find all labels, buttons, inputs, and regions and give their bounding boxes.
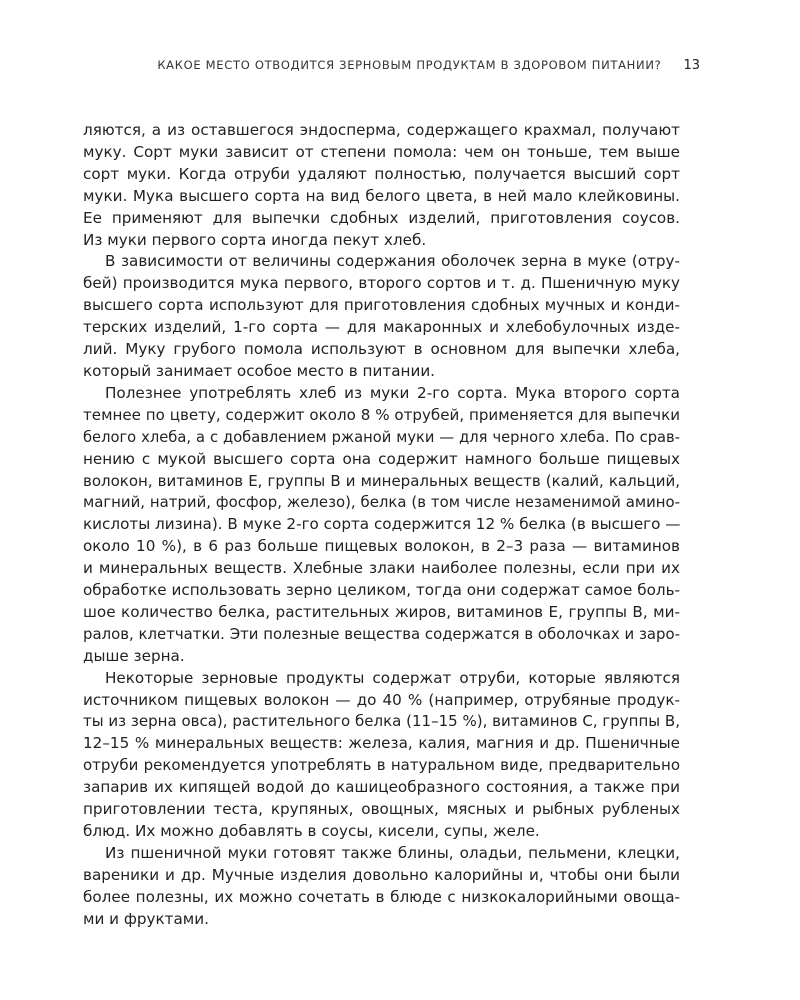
text-line: бей) производится мука первого, второго сортов и т. д. Пшеничную муку <box>83 274 680 293</box>
text-line: блюд. Их можно добавлять в соусы, кисели, супы, желе. <box>83 822 540 840</box>
text-line: темнее по цвету, содержит около 8 % отрубей, применяется для выпечки <box>83 405 680 424</box>
text-line: около 10 %), в 6 раз больше пищевых волокон, в 2–3 раза — витаминов <box>83 537 680 556</box>
text-line: терских изделий, 1-го сорта — для макаронных и хлебобулочных изде- <box>83 318 680 337</box>
text-line: Из муки первого сорта иногда пекут хлеб. <box>83 230 427 249</box>
text-line: сорт муки. Когда отруби удаляют полностью, получается высший сорт <box>83 164 680 183</box>
text-line: ми и фруктами. <box>83 909 209 928</box>
text-line: отруби рекомендуется употреблять в натуральном виде, предварительно <box>83 756 680 775</box>
text-line: кислоты лизина). В муке 2-го сорта содержится 12 % белка (в высшего — <box>83 515 681 534</box>
page-header <box>150 58 700 73</box>
text-line: муку. Сорт муки зависит от степени помола: чем он тоньше, тем выше <box>83 142 680 161</box>
text-line: дыше зерна. <box>83 646 185 665</box>
text-line: ты из зерна овса), растительного белка (11–15 %), витаминов C, группы B, <box>83 712 680 731</box>
text-line: Некоторые зерновые продукты содержат отруби, которые являются <box>105 668 680 687</box>
text-line: более полезны, их можно сочетать в блюде с низкокалорийными овоща- <box>83 887 680 906</box>
text-line: Ее применяют для выпечки сдобных изделий, приготовления соусов. <box>83 208 680 227</box>
body-text <box>83 120 680 931</box>
text-line: источником пищевых волокон — до 40 % (например, отрубяные продук- <box>83 690 680 709</box>
text-line: магний, натрий, фосфор, железо), белка (в том числе незаменимой амино- <box>83 493 680 512</box>
text-line: вареники и др. Мучные изделия довольно калорийны и, чтобы они были <box>83 865 680 884</box>
text-line: 12–15 % минеральных веществ: железа, калия, магния и др. Пшеничные <box>83 734 680 753</box>
running-head: КАКОЕ МЕСТО ОТВОДИТСЯ ЗЕРНОВЫМ ПРОДУКТАМ В ЗДОРОВОМ ПИТАНИИ? <box>157 58 662 72</box>
text-line: волокон, витаминов E, группы B и минеральных веществ (калий, кальций, <box>83 471 680 490</box>
text-line: нению с мукой высшего сорта она содержит намного больше пищевых <box>83 449 680 468</box>
text-line: белого хлеба, а с добавлением ржаной муки — для черного хлеба. По срав- <box>83 428 680 446</box>
text-line: и минеральных веществ. Хлебные злаки наиболее полезны, если при их <box>83 559 680 578</box>
text-line: шое количество белка, растительных жиров, витаминов E, группы B, ми- <box>83 602 680 621</box>
text-line: Из пшеничной муки готовят также блины, оладьи, пельмени, клецки, <box>105 843 680 862</box>
text-line: ралов, клетчатки. Эти полезные вещества содержатся в оболочках и заро- <box>83 624 680 643</box>
text-line: Полезнее употреблять хлеб из муки 2-го сорта. Мука второго сорта <box>105 383 680 402</box>
text-line: лий. Муку грубого помола используют в основном для выпечки хлеба, <box>83 340 680 359</box>
text-line: высшего сорта используют для приготовления сдобных мучных и конди- <box>83 296 680 315</box>
text-line: В зависимости от величины содержания оболочек зерна в муке (отру- <box>105 252 680 271</box>
text-line: приготовлении теста, крупяных, овощных, мясных и рыбных рубленых <box>83 800 680 819</box>
page-number: 13 <box>683 58 700 73</box>
text-line: обработке использовать зерно целиком, тогда они содержат самое боль- <box>83 581 680 600</box>
text-line: запарив их кипящей водой до кашицеобразного состояния, а также при <box>83 778 680 797</box>
text-line: муки. Мука высшего сорта на вид белого цвета, в ней мало клейковины. <box>83 186 680 205</box>
text-line: ляются, а из оставшегося эндосперма, содержащего крахмал, получают <box>83 121 680 139</box>
text-line: который занимает особое место в питании. <box>83 361 436 380</box>
